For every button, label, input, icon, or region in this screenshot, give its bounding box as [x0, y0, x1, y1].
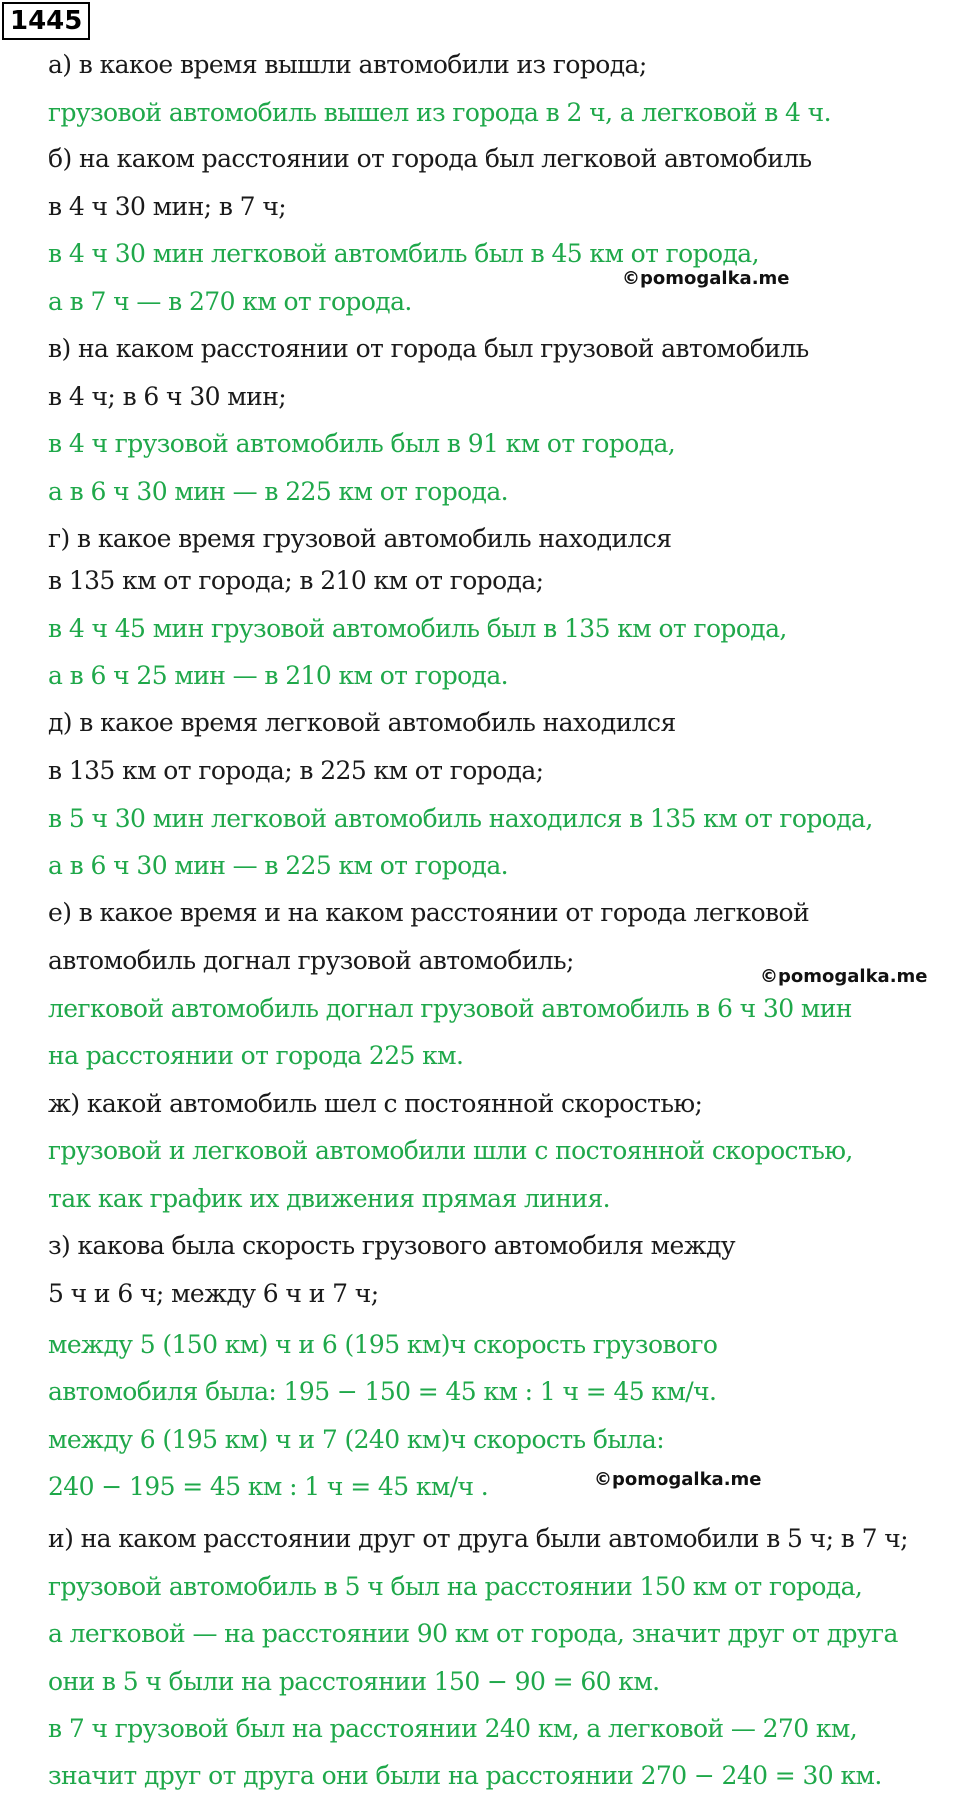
question-v: в) на каком расстоянии от города был грузовой автомобиль — [48, 334, 809, 363]
question-d-cont: в 135 км от города; в 225 км от города; — [48, 756, 544, 785]
question-g-cont: в 135 км от города; в 210 км от города; — [48, 566, 544, 595]
answer-v: в 4 ч грузовой автомобиль был в 91 км от города, — [48, 429, 676, 458]
answer-z-3: между 6 (195 км) ч и 7 (240 км)ч скорость была: — [48, 1425, 665, 1454]
answer-z-1: между 5 (150 км) ч и 6 (195 км)ч скорость грузового — [48, 1330, 718, 1359]
answer-d: в 5 ч 30 мин легковой автомобиль находился в 135 км от города, — [48, 804, 873, 833]
answer-i-3: они в 5 ч были на расстоянии 150 − 90 = 60 км. — [48, 1667, 660, 1696]
answer-g-cont: а в 6 ч 25 мин — в 210 км от города. — [48, 661, 509, 690]
watermark-3: ©pomogalka.me — [594, 1469, 762, 1490]
answer-g: в 4 ч 45 мин грузовой автомобиль был в 135 км от города, — [48, 614, 787, 643]
question-a: а) в какое время вышли автомобили из города; — [48, 50, 647, 79]
question-z: з) какова была скорость грузового автомобиля между — [48, 1231, 736, 1260]
question-b: б) на каком расстоянии от города был легковой автомобиль — [48, 144, 812, 173]
task-number: 1445 — [2, 2, 90, 40]
answer-z-2: автомобиля была: 195 − 150 = 45 км : 1 ч = 45 км/ч. — [48, 1377, 717, 1406]
answer-a: грузовой автомобиль вышел из города в 2 ч, а легковой в 4 ч. — [48, 98, 831, 127]
answer-e: легковой автомобиль догнал грузовой автомобиль в 6 ч 30 мин — [48, 994, 852, 1023]
question-e-cont: автомобиль догнал грузовой автомобиль; — [48, 946, 574, 975]
answer-i-1: грузовой автомобиль в 5 ч был на расстоянии 150 км от города, — [48, 1572, 863, 1601]
answer-d-cont: а в 6 ч 30 мин — в 225 км от города. — [48, 851, 509, 880]
answer-b-cont: а в 7 ч — в 270 км от города. — [48, 287, 412, 316]
question-b-cont: в 4 ч 30 мин; в 7 ч; — [48, 192, 287, 221]
watermark-2: ©pomogalka.me — [760, 966, 928, 987]
question-d: д) в какое время легковой автомобиль находился — [48, 708, 676, 737]
question-z-cont: 5 ч и 6 ч; между 6 ч и 7 ч; — [48, 1279, 379, 1308]
question-e: е) в какое время и на каком расстоянии от города легковой — [48, 898, 810, 927]
question-g: г) в какое время грузовой автомобиль находился — [48, 524, 672, 553]
answer-i-4: в 7 ч грузовой был на расстоянии 240 км, а легковой — 270 км, — [48, 1714, 858, 1743]
question-i: и) на каком расстоянии друг от друга были автомобили в 5 ч; в 7 ч; — [48, 1524, 909, 1553]
answer-e-cont: на расстоянии от города 225 км. — [48, 1041, 464, 1070]
answer-zh: грузовой и легковой автомобили шли с постоянной скоростью, — [48, 1136, 853, 1165]
answer-z-4: 240 − 195 = 45 км : 1 ч = 45 км/ч . — [48, 1472, 489, 1501]
answer-i-5: значит друг от друга они были на расстоянии 270 − 240 = 30 км. — [48, 1761, 882, 1790]
answer-b: в 4 ч 30 мин легковой автомбиль был в 45 км от города, — [48, 239, 759, 268]
answer-v-cont: а в 6 ч 30 мин — в 225 км от города. — [48, 477, 509, 506]
answer-zh-cont: так как график их движения прямая линия. — [48, 1184, 610, 1213]
watermark-1: ©pomogalka.me — [622, 268, 790, 289]
question-zh: ж) какой автомобиль шел с постоянной скоростью; — [48, 1089, 703, 1118]
answer-i-2: а легковой — на расстоянии 90 км от города, значит друг от друга — [48, 1619, 898, 1648]
question-v-cont: в 4 ч; в 6 ч 30 мин; — [48, 382, 287, 411]
